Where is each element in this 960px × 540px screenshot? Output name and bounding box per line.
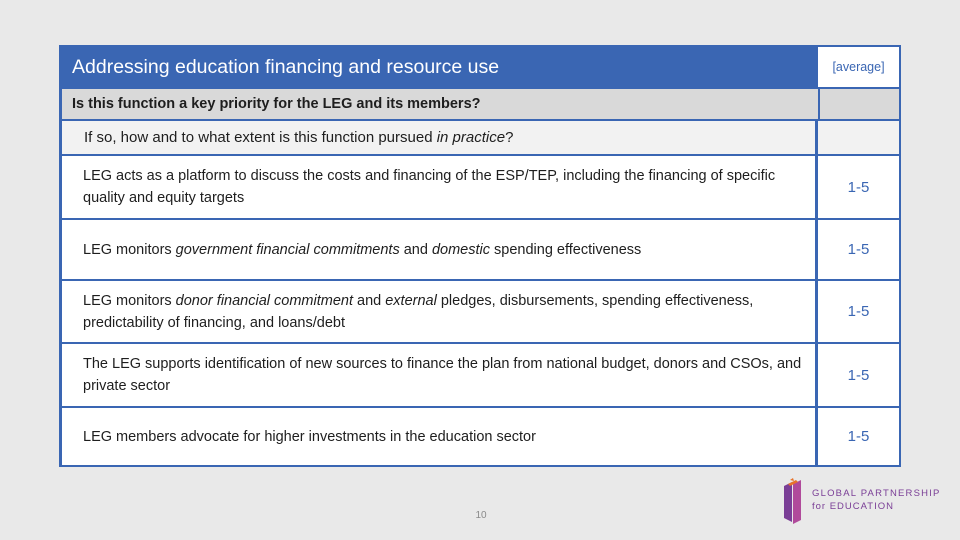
criteria-row-text bbox=[62, 281, 815, 342]
logo-line-2: for EDUCATION bbox=[812, 501, 894, 512]
criteria-row-text bbox=[62, 408, 815, 465]
criteria-row-text bbox=[62, 156, 815, 218]
criteria-emphasis: donor financial commitment bbox=[175, 292, 353, 309]
criteria-text bbox=[83, 353, 811, 397]
logo-line-1: GLOBAL PARTNERSHIP bbox=[812, 488, 941, 499]
criteria-score: 1-5 bbox=[818, 408, 899, 465]
criteria-segment: pledges, disbursements, spending effectiveness, predictability of financing, and loans/debt bbox=[83, 292, 758, 331]
subquestion-suffix: ? bbox=[505, 129, 514, 146]
criteria-row-text bbox=[62, 220, 815, 279]
criteria-segment: The LEG supports identification of new sources to finance the plan from national budget, donors and CSOs, and private sector bbox=[83, 356, 806, 394]
subquestion-emphasis: in practice bbox=[436, 129, 506, 146]
criteria-segment: spending effectiveness bbox=[490, 241, 642, 258]
criteria-segment: LEG members advocate for higher investments in the education sector bbox=[83, 428, 536, 445]
practice-subquestion-score-cell bbox=[818, 121, 899, 154]
criteria-score: 1-5 bbox=[818, 220, 899, 279]
priority-question: Is this function a key priority for the LEG and its members? bbox=[62, 89, 899, 119]
criteria-segment: LEG monitors bbox=[83, 241, 176, 258]
practice-subquestion bbox=[62, 121, 815, 154]
criteria-score: 1-5 bbox=[818, 344, 899, 406]
average-column-header: [average] bbox=[818, 47, 899, 87]
subquestion-prefix: If so, how and to what extent is this function pursued bbox=[84, 129, 437, 146]
criteria-text bbox=[83, 165, 811, 209]
priority-question-score-cell bbox=[818, 89, 899, 119]
criteria-segment: and bbox=[352, 292, 386, 309]
criteria-row-text bbox=[62, 344, 815, 406]
criteria-score: 1-5 bbox=[818, 156, 899, 218]
criteria-text bbox=[83, 290, 811, 334]
criteria-emphasis: domestic bbox=[431, 241, 490, 258]
criteria-emphasis: government financial commitments bbox=[175, 241, 400, 258]
criteria-emphasis: external bbox=[385, 292, 437, 309]
criteria-segment: and bbox=[399, 241, 432, 258]
criteria-segment: LEG acts as a platform to discuss the costs and financing of the ESP/TEP, including the financing of specific quality and equity targets bbox=[83, 168, 780, 206]
criteria-text bbox=[83, 239, 641, 261]
criteria-score: 1-5 bbox=[818, 281, 899, 342]
logo-wordmark bbox=[812, 487, 941, 513]
page-number: 10 bbox=[475, 510, 487, 521]
criteria-segment: LEG monitors bbox=[83, 292, 176, 309]
table-title: Addressing education financing and resource use bbox=[62, 47, 815, 87]
criteria-text bbox=[83, 426, 536, 448]
